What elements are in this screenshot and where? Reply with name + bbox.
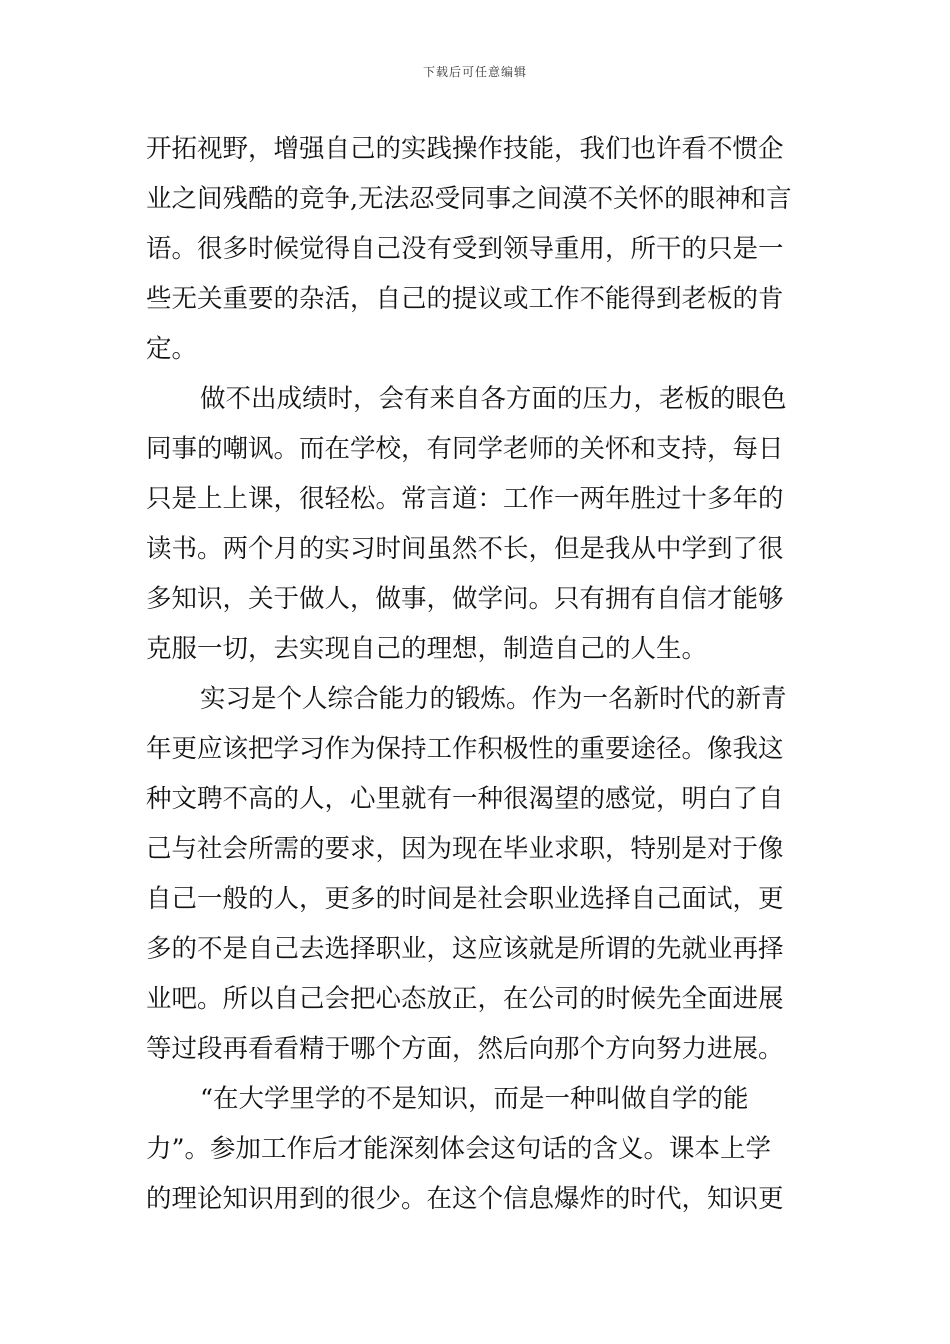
text-line: 力”。参加工作后才能深刻体会这句话的含义。课本上学 — [146, 1134, 772, 1164]
document-body — [146, 124, 808, 1224]
text-line: 业之间残酷的竞争,无法忍受同事之间漠不关怀的眼神和言 — [146, 184, 792, 214]
text-line: 只是上上课，很轻松。常言道：工作一两年胜过十多年的 — [146, 484, 784, 514]
text-line: 同事的嘲讽。而在学校，有同学老师的关怀和支持，每日 — [146, 434, 784, 464]
text-line: 开拓视野，增强自己的实践操作技能，我们也许看不惯企 — [146, 134, 784, 164]
text-line: 己与社会所需的要求，因为现在毕业求职，特别是对于像 — [146, 834, 784, 864]
text-line: 克服一切，去实现自己的理想，制造自己的人生。 — [146, 634, 708, 664]
text-line: 种文聘不高的人，心里就有一种很渴望的感觉，明白了自 — [146, 784, 784, 814]
text-line: 些无关重要的杂活，自己的提议或工作不能得到老板的肯 — [146, 284, 784, 314]
text-line: 等过段再看看精于哪个方面，然后向那个方向努力进展。 — [146, 1034, 784, 1064]
text-line: 读书。两个月的实习时间虽然不长，但是我从中学到了很 — [146, 534, 784, 564]
text-line: 实习是个人综合能力的锻炼。作为一名新时代的新青 — [200, 684, 787, 714]
text-line: 的理论知识用到的很少。在这个信息爆炸的时代，知识更 — [146, 1184, 784, 1214]
page-header: 下载后可任意编辑 — [422, 65, 527, 79]
text-line: 业吧。所以自己会把心态放正，在公司的时候先全面进展 — [146, 984, 784, 1014]
text-line: “在大学里学的不是知识，而是一种叫做自学的能 — [200, 1084, 749, 1114]
text-line: 做不出成绩时，会有来自各方面的压力，老板的眼色 — [200, 384, 787, 414]
text-line: 语。很多时候觉得自己没有受到领导重用，所干的只是一 — [146, 234, 784, 264]
text-line: 年更应该把学习作为保持工作积极性的重要途径。像我这 — [146, 734, 784, 764]
text-line: 多知识，关于做人，做事，做学问。只有拥有自信才能够 — [146, 584, 784, 614]
text-line: 自己一般的人，更多的时间是社会职业选择自己面试，更 — [146, 884, 784, 914]
text-line: 定。 — [146, 334, 198, 364]
text-line: 多的不是自己去选择职业，这应该就是所谓的先就业再择 — [146, 934, 784, 964]
